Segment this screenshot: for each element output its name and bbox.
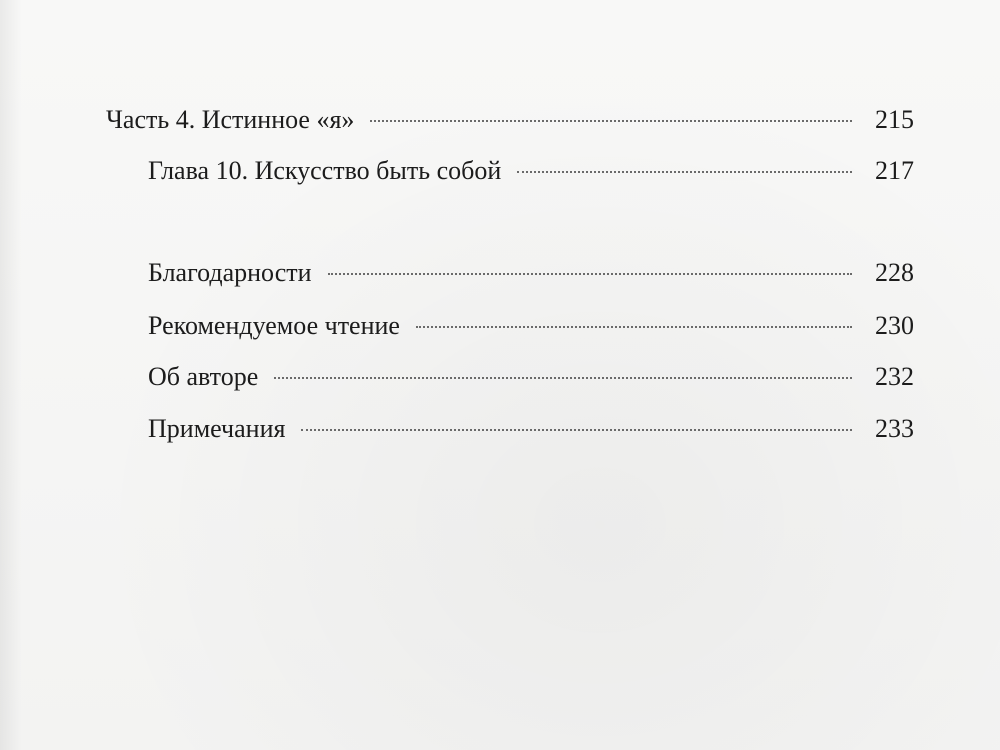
toc-entry-title: Благодарности [148, 258, 312, 287]
dot-leader [416, 326, 852, 328]
dot-leader [370, 120, 852, 122]
toc-entry-title: Часть 4. Истинное «я» [106, 105, 355, 134]
toc-entry-title: Глава 10. Искусство быть собой [148, 156, 502, 185]
toc-entry-about-author [148, 361, 914, 393]
toc-entry-notes [148, 413, 914, 445]
dot-leader [301, 429, 852, 431]
toc-entry-part-4 [106, 104, 914, 136]
toc-entry-page-number: 228 [875, 258, 914, 287]
dot-leader [328, 273, 852, 275]
dot-leader [274, 377, 852, 379]
toc-entry-title: Примечания [148, 414, 286, 443]
toc-entry-page-number: 215 [875, 105, 914, 134]
toc-entry-acknowledgements [148, 257, 914, 289]
toc-entry-title: Об авторе [148, 362, 259, 391]
dot-leader [517, 171, 852, 173]
toc-entry-page-number: 233 [875, 414, 914, 443]
toc-entry-page-number: 217 [875, 156, 914, 185]
toc-entry-page-number: 230 [875, 311, 914, 340]
toc-entry-page-number: 232 [875, 362, 914, 391]
toc-entry-title: Рекомендуемое чтение [148, 311, 400, 340]
toc-entry-recommended-reading [148, 310, 914, 342]
toc-entry-chapter-10 [148, 155, 914, 187]
